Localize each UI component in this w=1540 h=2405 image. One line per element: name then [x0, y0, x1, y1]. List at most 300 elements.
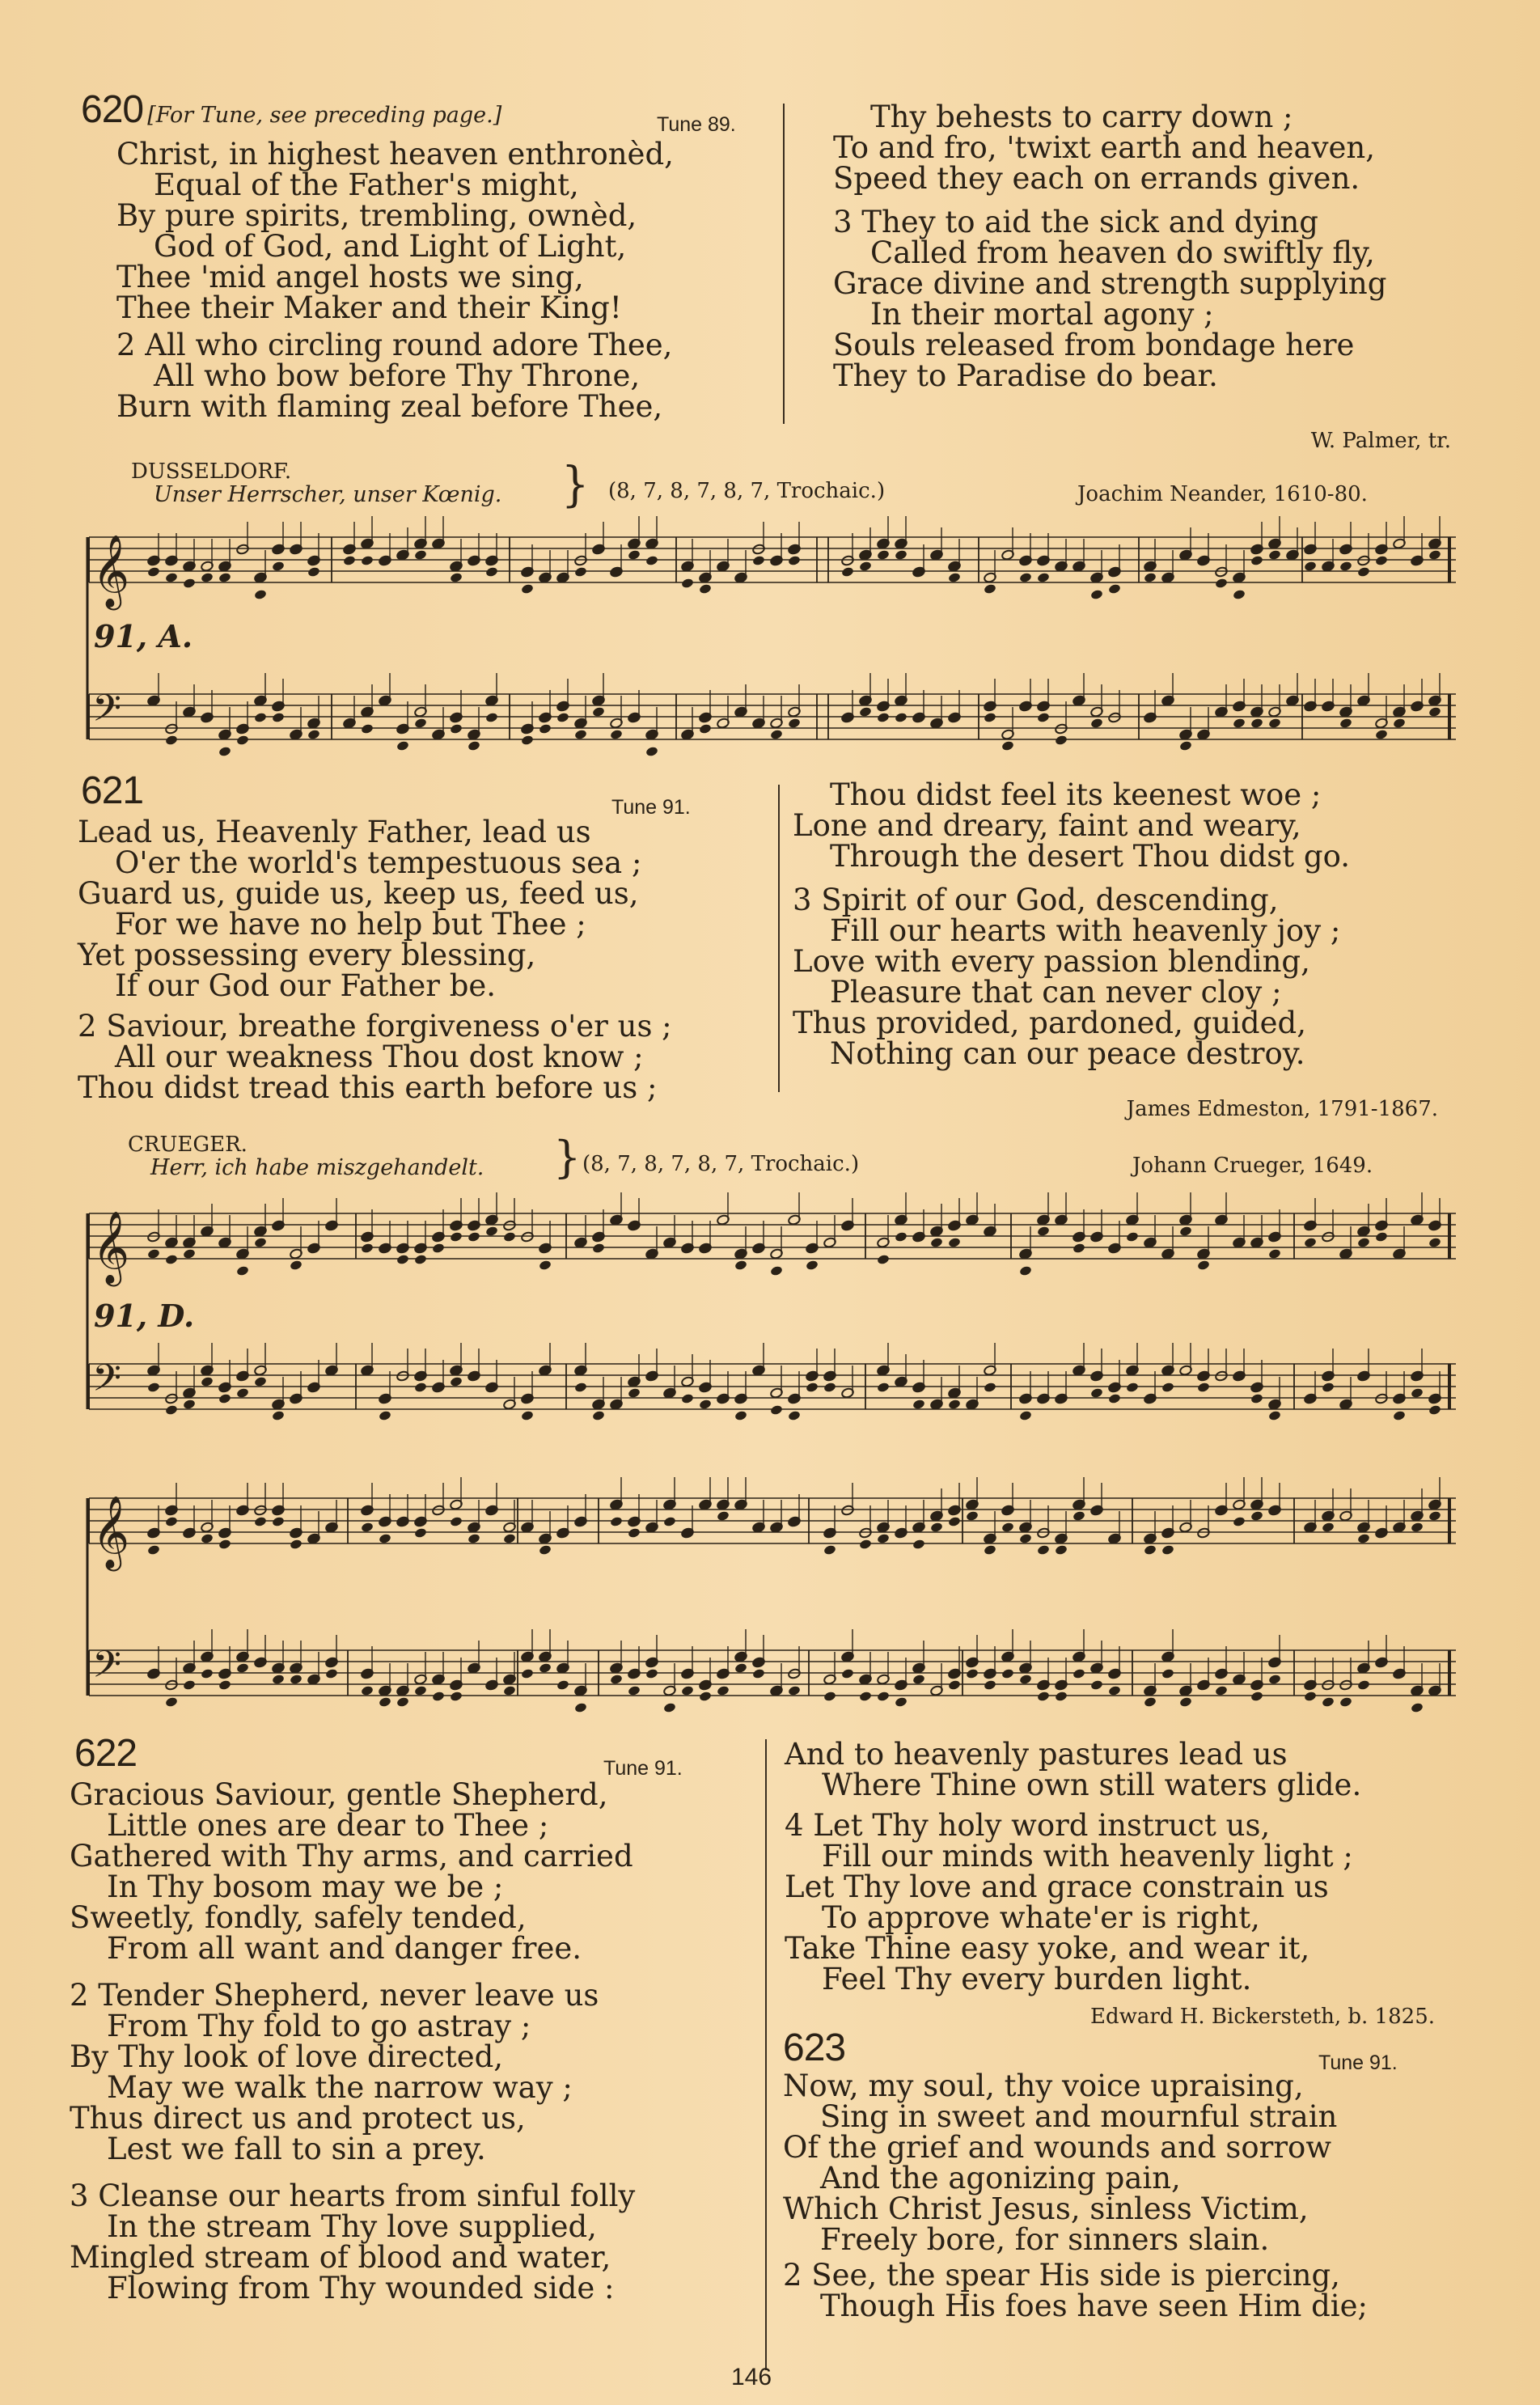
- note-head: [1019, 1410, 1033, 1421]
- note-head: [218, 1679, 232, 1691]
- verse-line: O'er the world's tempestuous sea ;: [115, 845, 642, 880]
- verse-line: Yet possessing every blessing,: [78, 938, 536, 972]
- note-head: [1411, 1522, 1424, 1533]
- note-head: [734, 1662, 748, 1674]
- note-head: [1375, 1231, 1389, 1243]
- verse-line: Lead us, Heavenly Father, lead us: [78, 815, 591, 849]
- note-head: [272, 712, 286, 723]
- note-head: [628, 1527, 641, 1539]
- verse-line: Souls released from bondage here: [833, 328, 1355, 362]
- tune-name: DUSSELDORF.: [131, 459, 292, 484]
- verse-line: Thus direct us and protect us,: [70, 2101, 526, 2136]
- note-head: [1250, 1510, 1264, 1522]
- note-head: [966, 1510, 979, 1522]
- note-head: [1037, 1544, 1051, 1556]
- verse-line: 2 All who circling round adore Thee,: [116, 328, 673, 362]
- note-head: [361, 1243, 374, 1254]
- note-head: [592, 706, 606, 718]
- verse-line: Now, my soul, thy voice upraising,: [783, 2068, 1304, 2103]
- page-number: 146: [731, 2364, 772, 2390]
- note-head: [379, 1696, 392, 1708]
- note-head: [895, 1231, 908, 1243]
- note-head: [503, 1533, 517, 1544]
- note-head: [556, 712, 570, 723]
- note-head: [1375, 729, 1389, 740]
- note-head: [1393, 1410, 1407, 1421]
- note-head: [201, 1668, 214, 1679]
- note-head: [806, 1260, 819, 1271]
- verse-line: By pure spirits, trembling, ownèd,: [116, 198, 637, 233]
- note-head: [361, 723, 374, 735]
- note-head: [823, 1382, 837, 1393]
- note-head: [788, 1410, 802, 1421]
- note-head: [450, 572, 463, 583]
- note-head: [325, 1668, 339, 1679]
- note-head: [1161, 1544, 1175, 1556]
- verse-line: Fill our hearts with heavenly joy ;: [830, 913, 1341, 948]
- note-head: [485, 1226, 499, 1237]
- note-head: [1268, 1410, 1282, 1421]
- verse-line: Mingled stream of blood and water,: [70, 2240, 611, 2275]
- note-head: [450, 723, 463, 735]
- note-head: [361, 1685, 374, 1696]
- note-head: [663, 1702, 677, 1713]
- note-head: [165, 735, 179, 746]
- verse-line: Thus provided, pardoned, guided,: [793, 1006, 1306, 1040]
- note-head: [272, 1516, 286, 1527]
- hymn-622-right-verses: [785, 1739, 1361, 1995]
- verse-line: To approve whate'er is right,: [822, 1900, 1260, 1935]
- note-head: [788, 1685, 802, 1696]
- note-head: [307, 566, 321, 578]
- note-head: [414, 1254, 428, 1265]
- note-head: [1304, 561, 1318, 572]
- verse-line: For we have no help but Thee ;: [115, 907, 586, 942]
- note-head: [1322, 1382, 1335, 1393]
- note-head: [521, 583, 535, 595]
- note-head: [218, 1539, 232, 1550]
- note-head: [165, 572, 179, 583]
- author: W. Palmer, tr.: [1310, 429, 1451, 453]
- verse-line: Thee their Maker and their King!: [116, 290, 622, 325]
- note-head: [1090, 1679, 1104, 1691]
- hymn-621-right-verses: [793, 777, 1350, 1071]
- note-head: [948, 1237, 962, 1248]
- verse-line: Flowing from Thy wounded side :: [107, 2271, 615, 2305]
- note-head: [895, 1696, 908, 1708]
- note-head: [1428, 1510, 1442, 1522]
- note-head: [823, 1691, 837, 1702]
- note-head: [1126, 1382, 1140, 1393]
- note-head: [1197, 1260, 1211, 1271]
- note-head: [236, 1265, 250, 1277]
- note-head: [770, 1265, 784, 1277]
- verse-line: Little ones are dear to Thee ;: [107, 1808, 549, 1843]
- note-head: [823, 1544, 837, 1556]
- note-head: [218, 746, 232, 757]
- bass-clef-icon: 𝄢: [92, 1357, 122, 1409]
- verse-line: All who bow before Thy Throne,: [154, 358, 641, 393]
- verse-line: Thee 'mid angel hosts we sing,: [116, 260, 584, 294]
- note-head: [734, 1260, 748, 1271]
- note-head: [699, 583, 713, 595]
- note-head: [485, 566, 499, 578]
- note-head: [1019, 1674, 1033, 1685]
- verse-line: 2 See, the spear His side is piercing,: [783, 2258, 1340, 2293]
- note-head: [539, 1544, 552, 1556]
- tune-composer: Johann Crueger, 1649.: [1132, 1154, 1373, 1178]
- note-head: [183, 578, 197, 589]
- note-head: [574, 1702, 588, 1713]
- note-head: [610, 1516, 624, 1527]
- verse-line: In Thy bosom may we be ;: [107, 1869, 504, 1904]
- note-head: [1428, 1404, 1442, 1416]
- note-head: [1019, 1533, 1033, 1544]
- note-head: [699, 1691, 713, 1702]
- note-head: [1428, 549, 1442, 561]
- note-head: [379, 1533, 392, 1544]
- note-head: [1019, 1265, 1033, 1277]
- note-head: [912, 1399, 926, 1410]
- note-head: [574, 1382, 588, 1393]
- verse-line: Freely bore, for sinners slain.: [820, 2222, 1270, 2257]
- note-head: [628, 1685, 641, 1696]
- verse-line: 3 They to aid the sick and dying: [833, 205, 1318, 239]
- verse-line: Through the desert Thou didst go.: [830, 839, 1350, 874]
- note-head: [1037, 1691, 1051, 1702]
- note-head: [414, 1527, 428, 1539]
- note-head: [272, 1410, 286, 1421]
- note-head: [1144, 1696, 1157, 1708]
- note-head: [912, 1674, 926, 1685]
- note-head: [984, 583, 997, 595]
- note-head: [1197, 1382, 1211, 1393]
- verse-line: To and fro, 'twixt earth and heaven,: [833, 130, 1376, 165]
- note-head: [984, 1544, 997, 1556]
- hymn-number: 621: [81, 769, 144, 812]
- column-divider: [778, 785, 780, 1092]
- verse-line: Gathered with Thy arms, and carried: [70, 1839, 633, 1874]
- note-head: [503, 1685, 517, 1696]
- verse-line: In the stream Thy love supplied,: [107, 2209, 597, 2244]
- verse-line: Thou didst tread this earth before us ;: [78, 1070, 658, 1105]
- note-head: [1144, 572, 1157, 583]
- note-head: [1304, 1237, 1318, 1248]
- note-head: [1055, 1691, 1068, 1702]
- verse-line: Guard us, guide us, keep us, feed us,: [78, 876, 639, 911]
- tune-ref: Tune 89.: [657, 113, 736, 136]
- note-head: [1072, 1510, 1086, 1522]
- verse-line: Burn with flaming zeal before Thee,: [116, 389, 663, 424]
- column-divider: [765, 1739, 767, 2370]
- note-head: [877, 1533, 891, 1544]
- note-head: [1268, 1248, 1282, 1260]
- note-head: [841, 1668, 855, 1679]
- note-head: [1233, 718, 1246, 729]
- verse-line: Thou didst feel its keenest woe ;: [830, 777, 1322, 812]
- note-head: [984, 1679, 997, 1691]
- note-head: [734, 1410, 748, 1421]
- note-head: [574, 729, 588, 740]
- note-head: [1411, 1387, 1424, 1399]
- author: James Edmeston, 1791-1867.: [1126, 1097, 1438, 1121]
- note-head: [592, 1243, 606, 1254]
- note-head: [290, 1674, 303, 1685]
- tune-label: 91, A.: [94, 618, 193, 654]
- note-head: [1339, 561, 1353, 572]
- note-head: [1072, 1668, 1086, 1679]
- bass-clef-icon: 𝄢: [92, 687, 122, 739]
- note-head: [468, 1533, 481, 1544]
- verse-line: Speed they each on errands given.: [833, 161, 1360, 196]
- verse-line: God of God, and Light of Light,: [154, 229, 627, 264]
- note-head: [165, 1696, 179, 1708]
- note-head: [681, 578, 695, 589]
- note-head: [414, 1685, 428, 1696]
- note-head: [147, 1544, 161, 1556]
- treble-clef-icon: 𝄞: [92, 535, 130, 608]
- note-head: [503, 1231, 517, 1243]
- note-head: [272, 561, 286, 572]
- note-head: [1322, 1696, 1335, 1708]
- verse-line: Thy behests to carry down ;: [870, 100, 1293, 134]
- note-head: [877, 1691, 891, 1702]
- treble-clef-icon: 𝄞: [92, 1496, 130, 1569]
- note-head: [218, 572, 232, 583]
- verse-line: Though His foes have seen Him die;: [820, 2289, 1369, 2323]
- verse-line: Take Thine easy yoke, and wear it,: [785, 1931, 1310, 1966]
- tune-note: [For Tune, see preceding page.]: [147, 103, 502, 128]
- verse-line: 3 Spirit of our God, descending,: [793, 883, 1279, 917]
- note-head: [414, 549, 428, 561]
- note-head: [645, 555, 659, 566]
- note-head: [290, 1539, 303, 1550]
- note-head: [1037, 712, 1051, 723]
- note-head: [147, 566, 161, 578]
- note-head: [948, 1516, 962, 1527]
- verse-line: And to heavenly pastures lead us: [785, 1737, 1288, 1772]
- verse-line: Sing in sweet and mournful strain: [820, 2099, 1338, 2134]
- note-head: [966, 1668, 979, 1679]
- note-head: [147, 1248, 161, 1260]
- tune-meter: (8, 7, 8, 7, 8, 7, Trochaic.): [582, 1152, 860, 1176]
- note-head: [272, 1674, 286, 1685]
- hymn-621-left-verses: [78, 817, 672, 1103]
- hymn-number: 623: [783, 2026, 846, 2069]
- note-head: [1090, 1387, 1104, 1399]
- note-head: [361, 555, 374, 566]
- verse-line: From all want and danger free.: [107, 1931, 582, 1966]
- note-head: [254, 712, 268, 723]
- verse-line: Pleasure that can never cloy ;: [830, 975, 1282, 1010]
- note-head: [877, 712, 891, 723]
- note-head: [183, 1679, 197, 1691]
- note-head: [290, 1260, 303, 1271]
- verse-line: Lest we fall to sin a prey.: [107, 2132, 486, 2166]
- note-head: [1250, 555, 1264, 566]
- note-head: [432, 1691, 446, 1702]
- note-head: [396, 1254, 410, 1265]
- note-head: [717, 1685, 730, 1696]
- verse-line: 3 Cleanse our hearts from sinful folly: [70, 2178, 636, 2213]
- note-head: [681, 1393, 695, 1404]
- note-head: [948, 1399, 962, 1410]
- note-head: [183, 1248, 197, 1260]
- note-head: [236, 735, 250, 746]
- note-head: [663, 1516, 677, 1527]
- note-head: [1375, 555, 1389, 566]
- note-head: [539, 1260, 552, 1271]
- note-head: [1037, 1226, 1051, 1237]
- hymn-number: 622: [74, 1732, 138, 1775]
- verse-line: Lone and dreary, faint and weary,: [793, 808, 1301, 843]
- note-head: [770, 1404, 784, 1416]
- note-head: [1233, 589, 1246, 600]
- note-head: [877, 1382, 891, 1393]
- note-head: [1072, 1243, 1086, 1254]
- note-head: [1179, 740, 1193, 752]
- tune-name: CRUEGER.: [128, 1133, 248, 1157]
- note-head: [1161, 1668, 1175, 1679]
- note-head: [1161, 1382, 1175, 1393]
- verse-line: Sweetly, fondly, safely tended,: [70, 1900, 527, 1935]
- note-head: [379, 1410, 392, 1421]
- verse-line: Called from heaven do swiftly fly,: [870, 235, 1375, 270]
- note-head: [574, 566, 588, 578]
- note-head: [1215, 1685, 1229, 1696]
- note-head: [841, 566, 855, 578]
- note-head: [414, 718, 428, 729]
- treble-clef-icon: 𝄞: [92, 1211, 130, 1284]
- note-head: [592, 1410, 606, 1421]
- note-head: [539, 1662, 552, 1674]
- tune-label: 91, D.: [94, 1298, 195, 1334]
- note-head: [628, 549, 641, 561]
- note-head: [948, 572, 962, 583]
- note-head: [859, 561, 873, 572]
- tune-composer: Joachim Neander, 1610-80.: [1077, 482, 1368, 506]
- note-head: [1357, 566, 1371, 578]
- note-head: [468, 740, 481, 752]
- verse-line: Christ, in highest heaven enthronèd,: [116, 137, 674, 171]
- verse-line: By Thy look of love directed,: [70, 2039, 504, 2074]
- note-head: [396, 740, 410, 752]
- note-head: [1090, 589, 1104, 600]
- note-head: [912, 1539, 926, 1550]
- note-head: [895, 712, 908, 723]
- note-head: [1179, 1696, 1193, 1708]
- verse-line: Love with every passion blending,: [793, 944, 1310, 979]
- hymn-622-left-verses: [70, 1777, 636, 2305]
- note-head: [1357, 1679, 1371, 1691]
- note-head: [877, 1254, 891, 1265]
- note-head: [930, 1522, 944, 1533]
- note-head: [236, 1387, 250, 1399]
- note-head: [450, 1691, 463, 1702]
- note-head: [699, 1399, 713, 1410]
- note-head: [254, 1376, 268, 1387]
- note-head: [859, 706, 873, 718]
- verse-line: 4 Let Thy holy word instruct us,: [785, 1808, 1271, 1843]
- note-head: [1126, 1231, 1140, 1243]
- note-head: [1339, 1696, 1353, 1708]
- note-head: [1393, 718, 1407, 729]
- note-head: [806, 1382, 819, 1393]
- note-head: [556, 1679, 570, 1691]
- tune-alt-text: Unser Herrscher, unser Kœnig.: [154, 482, 502, 507]
- verse-line: And the agonizing pain,: [820, 2161, 1181, 2195]
- verse-line: Fill our minds with heavenly light ;: [822, 1839, 1353, 1874]
- note-head: [361, 1522, 374, 1533]
- bass-clef-icon: 𝄢: [92, 1643, 122, 1696]
- note-head: [1250, 1691, 1264, 1702]
- note-head: [1268, 549, 1282, 561]
- tune-alt-text: Herr, ich habe miszgehandelt.: [150, 1155, 484, 1180]
- note-head: [147, 1382, 161, 1393]
- note-head: [681, 1685, 695, 1696]
- note-head: [699, 723, 713, 735]
- note-head: [254, 1516, 268, 1527]
- note-head: [1108, 1393, 1122, 1404]
- note-head: [1411, 1702, 1424, 1713]
- verse-line: Nothing can our peace destroy.: [830, 1036, 1305, 1071]
- verse-line: Feel Thy every burden light.: [822, 1962, 1252, 1996]
- note-head: [165, 1254, 179, 1265]
- hymn-number: 620: [81, 88, 144, 131]
- note-head: [1268, 1674, 1282, 1685]
- note-head: [183, 1399, 197, 1410]
- note-head: [521, 735, 535, 746]
- tune-ref: Tune 91.: [603, 1757, 683, 1780]
- note-head: [1037, 572, 1051, 583]
- note-head: [165, 1516, 179, 1527]
- note-head: [450, 1231, 463, 1243]
- hymn-623-verses: [783, 2068, 1369, 2323]
- note-head: [1339, 718, 1353, 729]
- verse-line: They to Paradise do bear.: [833, 358, 1218, 393]
- note-head: [450, 1516, 463, 1527]
- note-head: [717, 1510, 730, 1522]
- note-head: [432, 1243, 446, 1254]
- verse-line: Grace divine and strength supplying: [833, 266, 1387, 301]
- verse-line: 2 Tender Shepherd, never leave us: [70, 1978, 599, 2013]
- note-head: [1108, 583, 1122, 595]
- note-head: [859, 1691, 873, 1702]
- note-head: [877, 549, 891, 561]
- note-head: [539, 723, 552, 735]
- note-head: [1268, 718, 1282, 729]
- verse-line: Equal of the Father's might,: [154, 167, 579, 202]
- note-head: [1428, 706, 1442, 718]
- note-head: [1001, 1522, 1015, 1533]
- note-head: [165, 1404, 179, 1416]
- brace: }: [553, 1132, 582, 1183]
- note-head: [788, 718, 802, 729]
- note-head: [521, 1410, 535, 1421]
- verse-line: From Thy fold to go astray ;: [107, 2009, 531, 2043]
- note-head: [1001, 1668, 1015, 1679]
- note-head: [201, 572, 214, 583]
- note-head: [343, 555, 357, 566]
- brace: }: [561, 455, 590, 513]
- verse-line: If our God our Father be.: [115, 968, 497, 1003]
- note-head: [1428, 1237, 1442, 1248]
- note-head: [396, 1696, 410, 1708]
- verse-line: All our weakness Thou dost know ;: [115, 1039, 644, 1074]
- verse-line: In their mortal agony ;: [870, 297, 1214, 332]
- verse-line: Where Thine own still waters glide.: [822, 1768, 1362, 1802]
- verse-line: May we walk the narrow way ;: [107, 2070, 573, 2105]
